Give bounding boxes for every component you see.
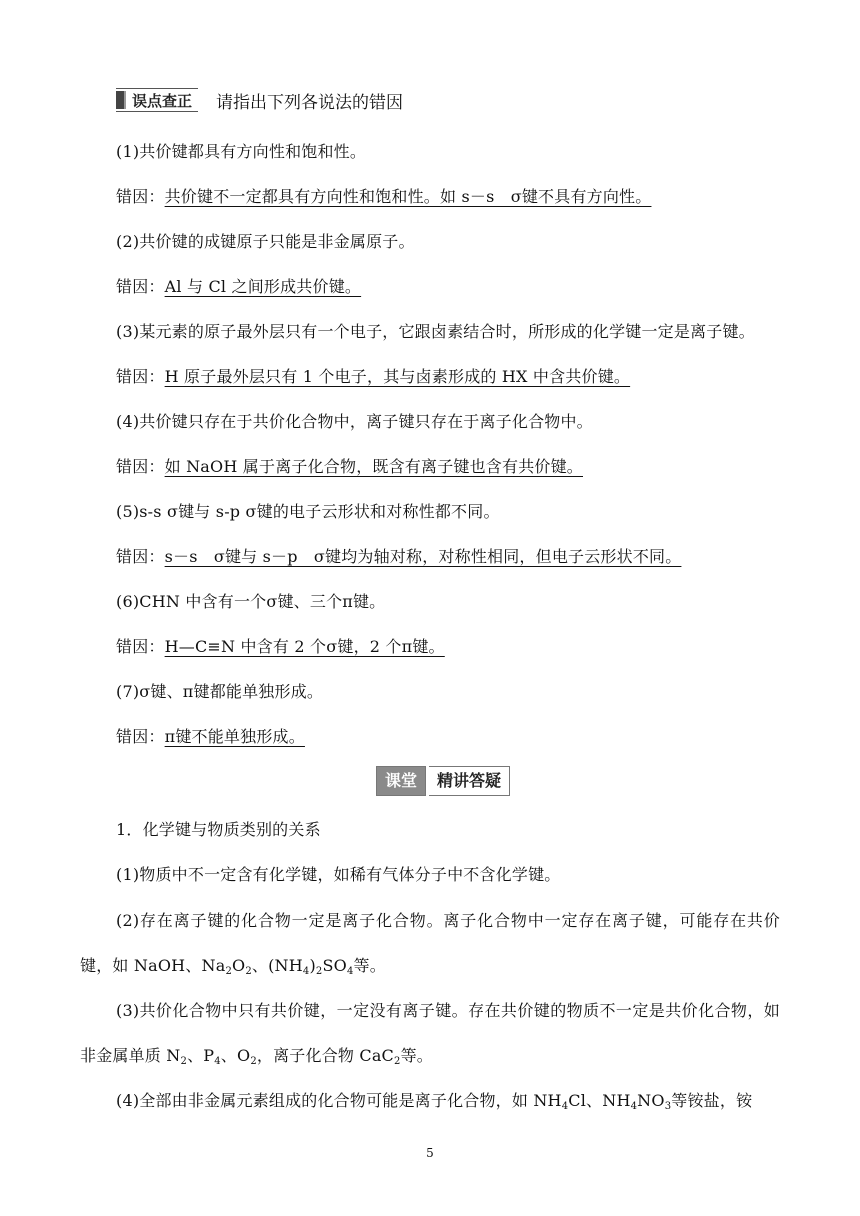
body-heading: 1．化学键与物质类别的关系 bbox=[116, 820, 321, 839]
answer-text: s－s σ键与 s－p σ键均为轴对称，对称性相同，但电子云形状不同。 bbox=[164, 547, 682, 566]
error-label: 错因： bbox=[116, 457, 165, 476]
body-paragraph-1: (1)物质中不一定含有化学键，如稀有气体分子中不含化学键。 bbox=[116, 865, 561, 884]
error-label: 错因： bbox=[116, 277, 165, 296]
section-badge-left: 课堂 bbox=[376, 766, 426, 796]
answer-text: 共价键不一定都具有方向性和饱和性。如 s－s σ键不具有方向性。 bbox=[164, 187, 652, 206]
body-paragraph-4: (4)全部由非金属元素组成的化合物可能是离子化合物，如 $NH_4Cl$、$NH_4NO_3$等铵盐，铵 bbox=[116, 1091, 753, 1112]
answer-text: H—C≡N 中含有 2 个σ键，2 个π键。 bbox=[164, 637, 445, 656]
question-2: (2)共价键的成键原子只能是非金属原子。 bbox=[116, 232, 415, 251]
badge-marker-icon bbox=[116, 91, 126, 109]
answer-5 bbox=[116, 546, 681, 568]
page-number: 5 bbox=[426, 1146, 434, 1160]
error-label: 错因： bbox=[116, 727, 165, 746]
answer-7 bbox=[116, 726, 305, 748]
error-label: 错因： bbox=[116, 637, 165, 656]
body-paragraph-3: (3)共价化合物中只有共价键，一定没有离子键。存在共价键的物质不一定是共价化合物，如非金属单质 $N_2$、$P_4$、$O_2$，离子化合物 CaC$_2$等。 bbox=[80, 1001, 780, 1067]
question-5: (5)s-s σ键与 s-p σ键的电子云形状和对称性都不同。 bbox=[116, 502, 500, 521]
section-badge bbox=[376, 766, 510, 796]
answer-text: π键不能单独形成。 bbox=[164, 727, 305, 746]
error-label: 错因： bbox=[116, 367, 165, 386]
answer-text: H 原子最外层只有 1 个电子，其与卤素形成的 HX 中含共价键。 bbox=[164, 367, 631, 386]
question-6: (6)CHN 中含有一个σ键、三个π键。 bbox=[116, 592, 386, 611]
error-label: 错因： bbox=[116, 187, 165, 206]
answer-2 bbox=[116, 276, 361, 298]
question-7: (7)σ键、π键都能单独形成。 bbox=[116, 682, 324, 701]
error-check-header bbox=[116, 88, 403, 112]
header-title: 请指出下列各说法的错因 bbox=[216, 92, 404, 113]
answer-6 bbox=[116, 636, 445, 658]
question-1: (1)共价键都具有方向性和饱和性。 bbox=[116, 142, 367, 161]
answer-4 bbox=[116, 456, 583, 478]
answer-1 bbox=[116, 186, 651, 208]
answer-3 bbox=[116, 366, 630, 388]
question-3: (3)某元素的原子最外层只有一个电子，它跟卤素结合时，所形成的化学键一定是离子键。 bbox=[116, 322, 755, 341]
error-label: 错因： bbox=[116, 547, 165, 566]
section-badge-right: 精讲答疑 bbox=[429, 766, 510, 796]
body-paragraph-2: (2)存在离子键的化合物一定是离子化合物。离子化合物中一定存在离子键，可能存在共价键，如 NaOH、$Na_2O_2$、$(NH_4)_2SO_4$等。 bbox=[80, 911, 780, 977]
question-4: (4)共价键只存在于共价化合物中，离子键只存在于离子化合物中。 bbox=[116, 412, 593, 431]
answer-text: Al 与 Cl 之间形成共价键。 bbox=[164, 277, 362, 296]
answer-text: 如 NaOH 属于离子化合物，既含有离子键也含有共价键。 bbox=[164, 457, 583, 476]
badge-label: 误点查正 bbox=[132, 91, 193, 110]
error-check-badge bbox=[116, 88, 198, 112]
